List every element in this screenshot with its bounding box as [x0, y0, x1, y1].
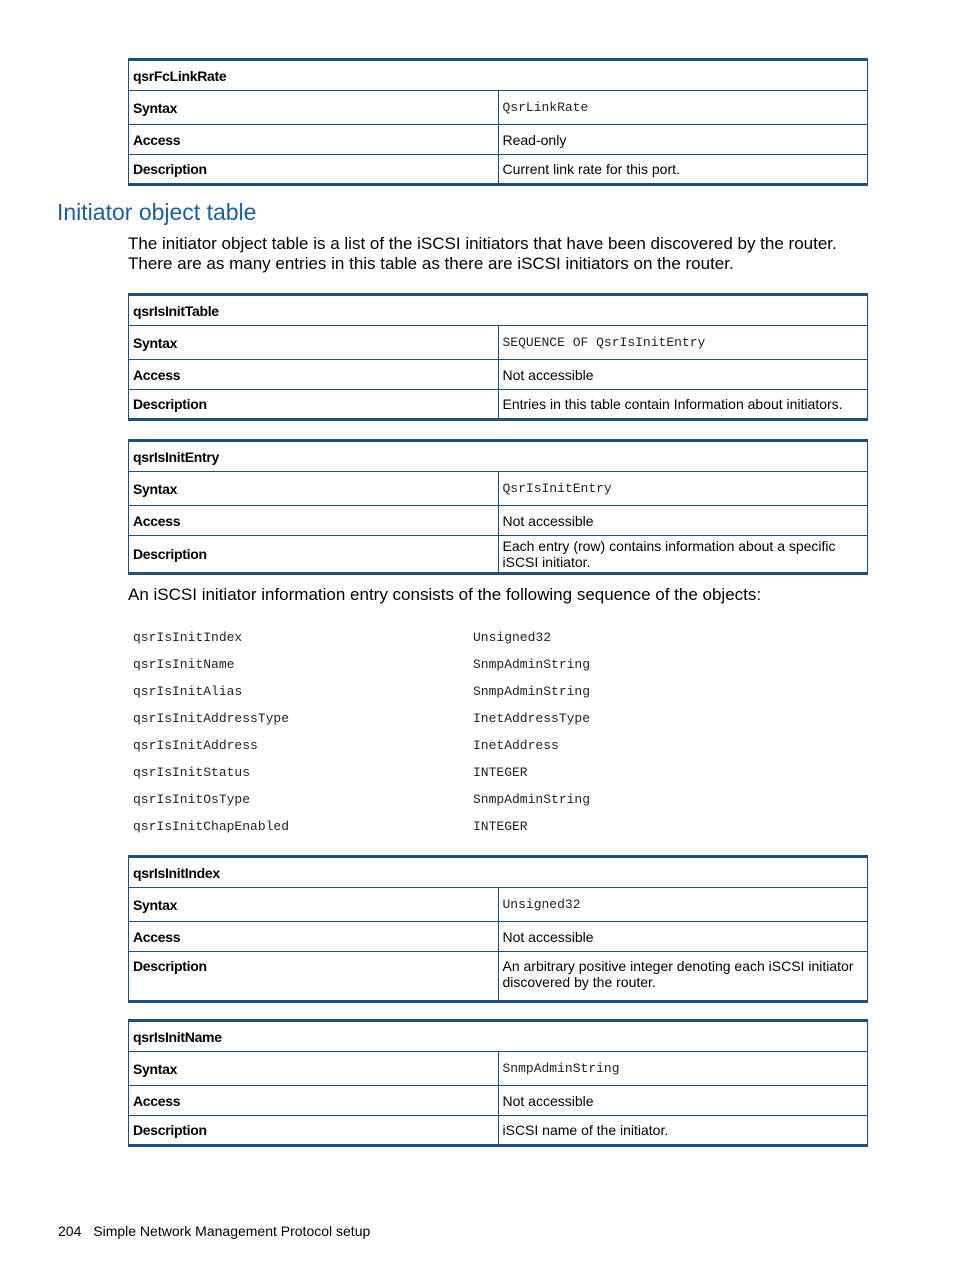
- syntax-label: Syntax: [129, 91, 499, 125]
- syntax-value: SEQUENCE OF QsrIsInitEntry: [498, 326, 868, 360]
- description-label: Description: [129, 952, 499, 1002]
- object-type: INTEGER: [473, 819, 528, 834]
- description-label: Description: [129, 536, 499, 574]
- object-table-qsrisinittable: [128, 293, 868, 421]
- syntax-value: QsrLinkRate: [498, 91, 868, 125]
- object-name: qsrIsInitAddressType: [133, 711, 290, 726]
- object-name: qsrIsInitIndex: [133, 630, 243, 645]
- object-type: INTEGER: [473, 765, 528, 780]
- description-value: Entries in this table contain Information about initiators.: [498, 390, 868, 420]
- object-name: qsrIsInitName: [129, 1021, 868, 1052]
- access-value: Not accessible: [498, 922, 868, 952]
- syntax-value: Unsigned32: [498, 888, 868, 922]
- description-label: Description: [129, 390, 499, 420]
- syntax-value: SnmpAdminString: [498, 1052, 868, 1086]
- object-type: SnmpAdminString: [473, 792, 591, 807]
- object-type: Unsigned32: [473, 630, 552, 645]
- description-value: iSCSI name of the initiator.: [498, 1116, 868, 1146]
- list-item: [133, 817, 733, 844]
- sequence-list: [133, 628, 733, 844]
- description-label: Description: [129, 155, 499, 185]
- syntax-label: Syntax: [129, 888, 499, 922]
- syntax-label: Syntax: [129, 326, 499, 360]
- object-name: qsrIsInitEntry: [129, 441, 868, 472]
- object-table-qsrisinitindex: [128, 855, 868, 1003]
- object-name: qsrFcLinkRate: [129, 60, 868, 91]
- section-title: Initiator object table: [57, 199, 257, 225]
- object-name: qsrIsInitChapEnabled: [133, 819, 290, 834]
- list-item: [133, 709, 733, 736]
- object-type: InetAddress: [473, 738, 559, 753]
- list-item: [133, 790, 733, 817]
- description-value: Current link rate for this port.: [498, 155, 868, 185]
- access-value: Not accessible: [498, 506, 868, 536]
- page-number: 204: [58, 1223, 82, 1239]
- object-name: qsrIsInitAlias: [133, 684, 243, 699]
- access-value: Read-only: [498, 125, 868, 155]
- syntax-value: QsrIsInitEntry: [498, 472, 868, 506]
- syntax-label: Syntax: [129, 472, 499, 506]
- access-label: Access: [129, 506, 499, 536]
- description-value: Each entry (row) contains information about a specific iSCSI initiator.: [498, 536, 868, 574]
- access-label: Access: [129, 360, 499, 390]
- object-table-qsrfclinkrate: [128, 58, 868, 186]
- object-type: SnmpAdminString: [473, 684, 591, 699]
- access-label: Access: [129, 125, 499, 155]
- section-intro: The initiator object table is a list of the iSCSI initiators that have been discovered by the router. There are as many entries in this table as there are iSCSI initiators on the router.: [128, 234, 837, 273]
- sequence-intro: An iSCSI initiator information entry consists of the following sequence of the objects:: [128, 585, 762, 604]
- list-item: [133, 763, 733, 790]
- description-label: Description: [129, 1116, 499, 1146]
- object-name: qsrIsInitAddress: [133, 738, 258, 753]
- access-label: Access: [129, 1086, 499, 1116]
- syntax-label: Syntax: [129, 1052, 499, 1086]
- object-table-qsrisinitname: [128, 1019, 868, 1147]
- object-type: SnmpAdminString: [473, 657, 591, 672]
- object-table-qsrisinitentry: [128, 439, 868, 575]
- description-value: An arbitrary positive integer denoting each iSCSI initiator discovered by the router.: [498, 952, 868, 1002]
- object-name: qsrIsInitTable: [129, 295, 868, 326]
- list-item: [133, 628, 733, 655]
- list-item: [133, 655, 733, 682]
- chapter-title: Simple Network Management Protocol setup: [93, 1223, 371, 1239]
- object-name: qsrIsInitName: [133, 657, 235, 672]
- object-name: qsrIsInitIndex: [129, 857, 868, 888]
- access-value: Not accessible: [498, 1086, 868, 1116]
- access-value: Not accessible: [498, 360, 868, 390]
- page-footer: [58, 1223, 370, 1239]
- object-type: InetAddressType: [473, 711, 591, 726]
- object-name: qsrIsInitOsType: [133, 792, 251, 807]
- list-item: [133, 736, 733, 763]
- object-name: qsrIsInitStatus: [133, 765, 251, 780]
- access-label: Access: [129, 922, 499, 952]
- list-item: [133, 682, 733, 709]
